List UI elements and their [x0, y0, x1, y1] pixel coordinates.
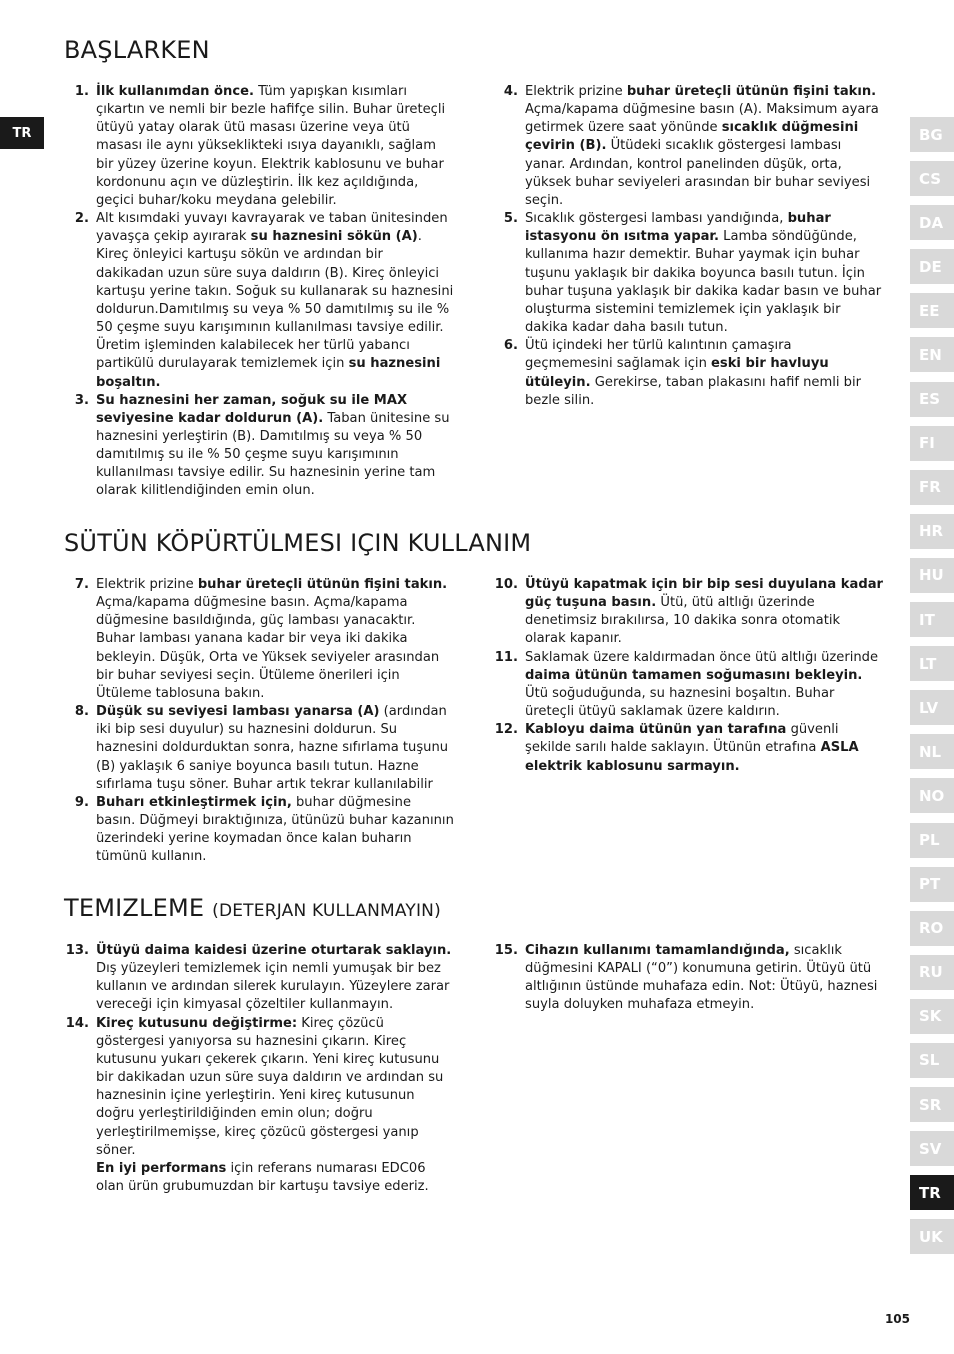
language-tab-it[interactable]: IT — [910, 602, 954, 637]
item-text — [96, 576, 454, 703]
body-text: Açma/kapama düğmesine basın (A). Maksimum ayara getirmek üzere saat yönünde — [525, 102, 879, 136]
language-tab-hu[interactable]: HU — [910, 558, 954, 593]
language-tab-pt[interactable]: PT — [910, 867, 954, 902]
item-number: 14. — [65, 1015, 89, 1031]
language-tab-ru[interactable]: RU — [910, 955, 954, 990]
emphasized-text: Ütüyü kapatmak için bir bip sesi duyulana kadar güç tuşuna basın. — [525, 577, 883, 611]
body-text: için referans numarası EDC06 olan ürün grubumuzdan bir kartuşu tavsiye ederiz. — [96, 1160, 429, 1195]
language-tab-es[interactable]: ES — [910, 382, 954, 417]
item-number: 6. — [503, 338, 518, 354]
list-item — [493, 649, 883, 722]
language-tab-tr[interactable]: TR — [910, 1175, 954, 1210]
item-text — [525, 83, 883, 210]
current-language-tab: TR — [0, 117, 44, 149]
item-number: 1. — [74, 84, 89, 99]
section-title-getting-started: BAŞLARKEN — [64, 36, 210, 64]
list-item — [64, 1015, 454, 1160]
section-title-cleaning — [64, 894, 441, 922]
emphasized-text: Ütüyü daima kaidesi üzerine oturtarak saklayın. — [96, 943, 452, 958]
item-text — [525, 337, 883, 410]
item-text — [96, 210, 454, 392]
emphasized-text: daima ütünün tamamen soğumasını bekleyin. — [525, 667, 863, 683]
list-item — [493, 721, 883, 775]
item-number: 11. — [494, 649, 518, 665]
list-item — [493, 210, 883, 337]
item-number: 10. — [494, 577, 518, 592]
item-number: 13. — [65, 943, 89, 958]
list-item — [64, 576, 454, 703]
item-number: 4. — [503, 84, 518, 99]
body-text: Lamba söndüğünde, kullanıma hazır demektir. Buhar yaymak için buhar tuşunu yaklaşık bir dakika boyunca basılı tutun. İçin buhar tuşuna yaklaşık bir dakika kadar basın ve buhar oluşturma sistemini temizlemek için yaklaşık bir dakika kadar daha basılı tutun. — [525, 229, 882, 336]
body-text: Gerekirse, taban plakasını hafif nemli bir bezle silin. — [525, 374, 861, 408]
item-number: 15. — [494, 943, 518, 958]
section3-left-list — [64, 942, 454, 1160]
item-text — [96, 83, 454, 210]
body-text: Taban ünitesine su haznesini yerleştirin (B). Damıtılmış su veya % 50 damıtılmış su ile % 50 çeşme suyu karışımının kullanılması tavsiye edilir. Su haznesinin yerine tam olarak kilitlendiğinden emin olun. — [96, 410, 450, 499]
language-tab-hr[interactable]: HR — [910, 514, 954, 549]
body-text: Tüm yapışkan kısımları çıkartın ve nemli bir bezle hafifçe silin. Buhar üreteçli ütüyü yatay olarak ütü masası üzerine veya ütü masası ile aynı yükseklikteki ısıya dayanıklı, sağlam bir yüzey üzerine koyun. Elektrik kablosunu ve buhar kordonunu açın ve düzleştirin. İlk kez açıldığında, geçici buhar/koku meydana gelebilir. — [96, 84, 446, 208]
body-text: Ütü, ütü altlığı üzerinde denetimsiz bırakılırsa, 10 dakika sonra otomatik olarak kapanır. — [525, 595, 841, 647]
emphasized-text: buhar istasyonu ön ısıtma yapar. — [525, 211, 831, 245]
language-tab-ro[interactable]: RO — [910, 911, 954, 946]
language-tab-ee[interactable]: EE — [910, 293, 954, 328]
item-text — [525, 649, 883, 722]
language-tab-fi[interactable]: FI — [910, 426, 954, 461]
list-item — [493, 337, 883, 410]
section1-left-column — [64, 83, 454, 501]
body-text: Ütüdeki sıcaklık göstergesi lambası yanar. Ardından, kontrol panelinden düşük, orta, yüksek buhar seviyeleri arasından bir buhar seviyesi seçin. — [525, 138, 871, 208]
language-tab-lt[interactable]: LT — [910, 646, 954, 681]
list-item — [64, 794, 454, 867]
emphasized-text: su haznesini boşaltın. — [96, 356, 441, 390]
language-tab-nl[interactable]: NL — [910, 734, 954, 769]
emphasized-text: sıcaklık düğmesini çevirin (B). — [525, 120, 859, 154]
section3-left-column — [64, 942, 454, 1196]
item-number: 5. — [503, 211, 518, 227]
emphasized-text: İlk kullanımdan önce. — [96, 84, 254, 99]
body-text: Saklamak üzere kaldırmadan önce ütü altlığı üzerinde — [525, 649, 879, 665]
item-text — [525, 210, 883, 337]
body-text: Ütü içindeki her türlü kalıntının çamaşıra geçmemesini sağlamak için — [525, 338, 792, 372]
list-item — [64, 83, 454, 210]
item-text — [96, 1015, 454, 1160]
item-text — [96, 942, 454, 1015]
body-text: (ardından iki bip sesi duyulur) su haznesini doldurun. Su haznesini doldurduktan sonra, hazne sıfırlama tuşunu (B) yaklaşık 6 saniye boyunca basılı tutun. Hazne sıfırlama tuşu söner. Buhar artık tekrar kullanılabilir — [96, 704, 449, 792]
cleaning-subtitle: (DETERJAN KULLANMAYIN) — [212, 901, 441, 921]
list-item — [64, 392, 454, 501]
language-tab-de[interactable]: DE — [910, 249, 954, 284]
body-text: . Kireç önleyici kartuşu sökün ve ardından bir dakikadan uzun süre suya daldırın (B). Kireç önleyici kartuşu yerine takın. Soğuk su kullanarak su haznesini doldurun.Damıtılmış su veya % 50 damıtılmış su ile % 50 çeşme suyu karışımının kullanılması tavsiye edilir. Üretim işleminden kalabilecek her türlü yabancı partikülü durulayarak temizlemek için — [96, 229, 454, 372]
section3-right-column — [493, 942, 883, 1015]
page-number: 105 — [884, 1312, 910, 1326]
body-text: Sıcaklık göstergesi lambası yandığında, — [525, 211, 788, 227]
item-text — [525, 576, 883, 649]
section2-left-column — [64, 576, 454, 867]
body-text: Açma/kapama düğmesine basın. Açma/kapama düğmesine basıldığında, güç lambası yanacaktır. Buhar lambası yanana kadar bir veya iki dakika bekleyin. Düşük, Orta ve Yüksek seviyeler arasından bir buhar seviyesi seçin. Ütüleme önerileri için Ütüleme tablosuna bakın. — [96, 595, 440, 701]
item-text — [96, 392, 454, 501]
list-item — [493, 942, 883, 1015]
item-text — [96, 794, 454, 867]
item-number: 2. — [74, 211, 89, 227]
list-item — [493, 576, 883, 649]
emphasized-text: ASLA elektrik kablosunu sarmayın. — [525, 740, 859, 774]
language-tab-bg[interactable]: BG — [910, 117, 954, 152]
body-text: Kireç çözücü göstergesi yanıyorsa su haznesini çıkarın. Kireç kutusunu yukarı çekerek çıkarın. Yeni kireç kutusunu bir dakikadan uzun süre suya daldırın ve ardından su haznesinin içine yerleştirin. Yeni kireç kutusunun doğru yerleştirildiğinden emin olun; doğru yerleştirilmemişse, kireç çözücü göstergesi yanıp söner. — [96, 1015, 444, 1158]
list-item — [493, 83, 883, 210]
emphasized-text: buhar üreteçli ütünün fişini takın. — [197, 577, 448, 592]
list-item — [64, 942, 454, 1015]
item-number: 8. — [74, 704, 89, 720]
emphasized-text: Buharı etkinleştirmek için, — [96, 794, 292, 810]
language-tab-uk[interactable]: UK — [910, 1219, 954, 1254]
list-item — [64, 703, 454, 794]
language-tab-sv[interactable]: SV — [910, 1131, 954, 1166]
language-tab-sr[interactable]: SR — [910, 1087, 954, 1122]
body-text: buhar düğmesine basın. Düğmeyi bıraktığınıza, ütünüzü buhar kazanının üzerindeki yerine koymadan önce kalan buharın tümünü kullanın. — [96, 794, 454, 865]
cleaning-title-text: TEMIZLEME — [64, 894, 205, 922]
body-text: Dış yüzeyleri temizlemek için nemli yumuşak bir bez kullanın ve ardından silerek kurulayın. Yüzeylere zarar vereceği için kimyasal çözeltiler kullanmayın. — [96, 961, 450, 1013]
recommendation-note — [96, 1160, 454, 1196]
language-tab-fr[interactable]: FR — [910, 470, 954, 505]
body-text: Elektrik prizine — [96, 577, 198, 592]
item-text — [96, 703, 454, 794]
item-number: 7. — [74, 577, 89, 592]
language-tab-en[interactable]: EN — [910, 337, 954, 372]
section1-right-column — [493, 83, 883, 410]
language-tab-sk[interactable]: SK — [910, 999, 954, 1034]
list-item — [64, 210, 454, 392]
language-tab-sl[interactable]: SL — [910, 1043, 954, 1078]
item-number: 9. — [74, 794, 89, 810]
item-number: 12. — [494, 722, 518, 738]
language-tab-no[interactable]: NO — [910, 778, 954, 813]
language-tab-bar — [910, 117, 954, 1263]
body-text: güvenli şekilde sarılı halde saklayın. Ütünün etrafına — [525, 722, 839, 756]
language-tab-pl[interactable]: PL — [910, 823, 954, 858]
item-text — [525, 942, 883, 1015]
emphasized-text: Su haznesini her zaman, soğuk su ile MAX seviyesine kadar doldurun (A). — [96, 392, 408, 426]
emphasized-text: su haznesini sökün (A) — [250, 229, 418, 245]
language-tab-cs[interactable]: CS — [910, 161, 954, 196]
body-text: Ütü soğuduğunda, su haznesini boşaltın. Buhar üreteçli ütüyü saklamak üzere kaldırın. — [525, 685, 835, 720]
emphasized-text: Cihazın kullanımı tamamlandığında, — [525, 943, 790, 958]
emphasized-text: Kabloyu daima ütünün yan tarafına — [525, 722, 787, 738]
emphasized-text: eski bir havluyu ütüleyin. — [525, 356, 829, 390]
language-tab-lv[interactable]: LV — [910, 690, 954, 725]
language-tab-da[interactable]: DA — [910, 205, 954, 240]
emphasized-text: buhar üreteçli ütünün fişini takın. — [626, 84, 877, 99]
section2-right-column — [493, 576, 883, 776]
emphasized-text: Düşük su seviyesi lambası yanarsa (A) — [96, 704, 380, 720]
body-text: Elektrik prizine — [525, 84, 627, 99]
item-number: 3. — [74, 392, 89, 408]
emphasized-text: En iyi performans — [96, 1160, 227, 1176]
body-text: sıcaklık düğmesini KAPALI (“0”) konumuna getirin. Ütüyü ütü altlığının üstünde muhafaza edin. Not: Ütüyü, haznesi suyla doluyken muhafaza etmeyin. — [525, 943, 878, 1013]
section-title-milk-frothing: SÜTÜN KÖPÜRTÜLMESI IÇIN KULLANIM — [64, 529, 532, 557]
emphasized-text: Kireç kutusunu değiştirme: — [96, 1015, 298, 1031]
body-text: Alt kısımdaki yuvayı kavrayarak ve taban ünitesinden yavaşça çekip ayırarak — [96, 211, 448, 245]
item-text — [525, 721, 883, 775]
